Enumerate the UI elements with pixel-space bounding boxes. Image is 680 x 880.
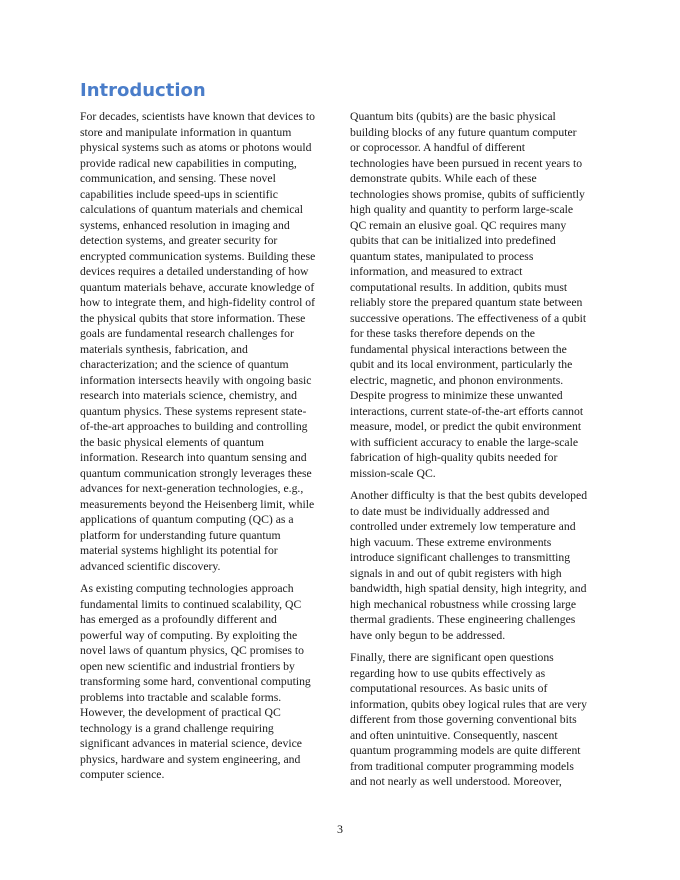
page-number: 3 <box>337 822 343 836</box>
paragraph: As existing computing technologies approach fundamental limits to continued scalability, QC has emerged as a profoundly different and powerful way of computing. By exploiting the novel laws of quantum physics, QC promises to open new scientific and industrial frontiers by transforming some hard, conventional computing problems into tractable and scalable forms. However, the development of practical QC technology is a grand challenge requiring significant advances in material science, device physics, hardware and system engineering, and computer science. <box>80 582 311 781</box>
paragraph: Another difficulty is that the best qubits developed to date must be individually addressed and controlled under extremely low temperature and high vacuum. These extreme environments introduce significant challenges to transmitting signals in and out of qubit registers with high bandwidth, high spatial density, high integrity, and high mechanical robustness while crossing large thermal gradients. These engineering challenges have only begun to be addressed. <box>350 489 588 642</box>
paragraph: Finally, there are significant open questions regarding how to use qubits effectively as computational resources. As basic units of information, qubits obey logical rules that are very different from those governing conventional bits and often unintuitive. Consequently, nascent quantum programming models are quite different from traditional computer programming models and not nearly as well understood. Moreover, <box>350 651 587 788</box>
paragraph: Quantum bits (qubits) are the basic physical building blocks of any future quantum computer or coprocessor. A handful of different technologies have been pursued in recent years to demonstrate qubits. While each of these technologies shows promise, qubits of sufficiently high quality and quantity to perform large-scale QC remain an elusive goal. QC requires many qubits that can be initialized into predefined quantum states, manipulated to process information, and measured to extract computational results. In addition, qubits must reliably store the prepared quantum state between successive operations. The effectiveness of a qubit for these tasks therefore depends on the fundamental physical interactions between the qubit and its local environment, particularly the electric, magnetic, and phonon environments. Despite progress to minimize these unwanted interactions, current state-of-the-art efforts cannot measure, model, or predict the qubit environment with sufficient accuracy to enable the large-scale fabrication of high-quality qubits needed for mission-scale QC. <box>350 110 587 480</box>
paragraph: For decades, scientists have known that devices to store and manipulate information in quantum physical systems such as atoms or photons would provide radical new capabilities in computing, communication, and sensing. These novel capabilities include speed-ups in scientific calculations of quantum materials and chemical systems, enhanced resolution in imaging and detection systems, and greater security for encrypted communication systems. Building these devices requires a detailed understanding of how quantum materials behave, accurate knowledge of how to integrate them, and high-fidelity control of the physical qubits that store information. These goals are fundamental research challenges for materials synthesis, fabrication, and characterization; and the science of quantum information intersects heavily with ongoing basic research into materials science, chemistry, and quantum physics. These systems represent state- of-the-art approaches to building and controlling the basic physical elements of quantum information. Research into quantum sensing and quantum communication strongly leverages these advances for next-generation technologies, e.g., measurements beyond the Heisenberg limit, while applications of quantum computing (QC) as a platform for understanding future quantum material systems highlight its potential for advanced scientific discovery. <box>80 110 316 573</box>
left-column <box>80 109 332 790</box>
right-column <box>350 109 602 797</box>
section-heading: Introduction <box>80 80 206 101</box>
